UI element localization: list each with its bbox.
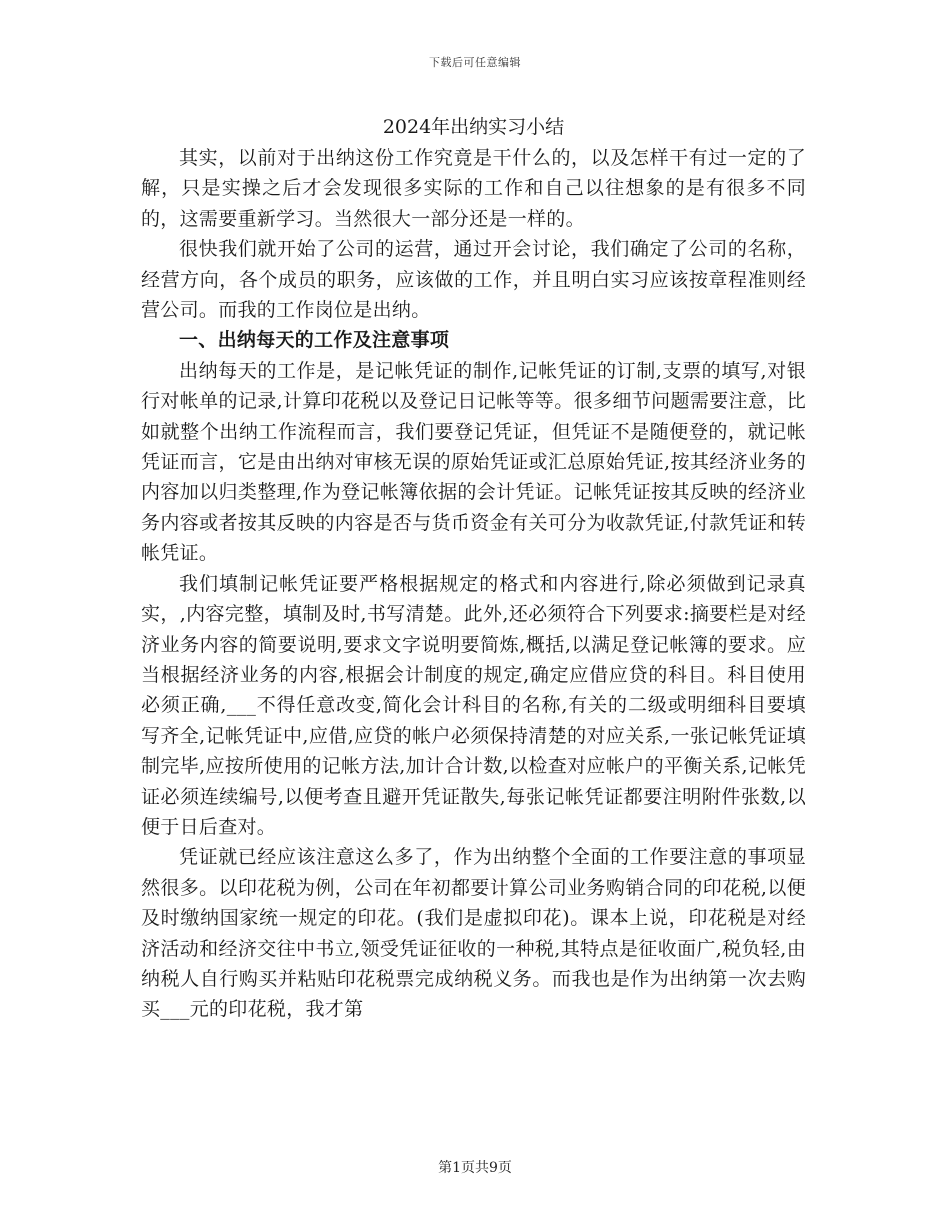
- paragraph-2: 很快我们就开始了公司的运营，通过开会讨论，我们确定了公司的名称，经营方向，各个成员的职务，应该做的工作，并且明白实习应该按章程准则经营公司。而我的工作岗位是出纳。: [141, 238, 806, 322]
- page-indicator: 第1页共9页: [438, 1160, 512, 1176]
- paragraph-3: 出纳每天的工作是，是记帐凭证的制作,记帐凭证的订制,支票的填写,对银行对帐单的记录,计算印花税以及登记日记帐等等。很多细节问题需要注意，比如就整个出纳工作流程而言，我们要登记凭证，但凭证不是随便登的，就记帐凭证而言，它是由出纳对审核无误的原始凭证或汇总原始凭证,按其经济业务的内容加以归类整理,作为登记帐簿依据的会计凭证。记帐凭证按其反映的经济业务内容或者按其反映的内容是否与货币资金有关可分为收款凭证,付款凭证和转帐凭证。: [141, 359, 806, 565]
- header-note: 下载后可任意编辑: [429, 56, 521, 69]
- paragraph-5: 凭证就已经应该注意这么多了，作为出纳整个全面的工作要注意的事项显然很多。以印花税为例，公司在年初都要计算公司业务购销合同的印花税,以便及时缴纳国家统一规定的印花。(我们是虚拟印花)。课本上说，印花税是对经济活动和经济交往中书立,领受凭证征收的一种税,其特点是征收面广,税负轻,由纳税人自行购买并粘贴印花税票完成纳税义务。而我也是作为出纳第一次去购买___元的印花税，我才第: [141, 846, 806, 1021]
- section-heading: 一、出纳每天的工作及注意事项: [179, 329, 450, 352]
- paragraph-1: 其实，以前对于出纳这份工作究竟是干什么的，以及怎样干有过一定的了解，只是实操之后才会发现很多实际的工作和自己以往想象的是有很多不同的，这需要重新学习。当然很大一部分还是一样的。: [141, 147, 806, 230]
- document-body: [141, 112, 806, 1025]
- document-title: 2024年出纳实习小结: [382, 116, 565, 138]
- paragraph-4: 我们填制记帐凭证要严格根据规定的格式和内容进行,除必须做到记录真实，,内容完整，填制及时,书写清楚。此外,还必须符合下列要求:摘要栏是对经济业务内容的简要说明,要求文字说明要简炼,概括,以满足登记帐簿的要求。应当根据经济业务的内容,根据会计制度的规定,确定应借应贷的科目。科目使用必须正确,___不得任意改变,简化会计科目的名称,有关的二级或明细科目要填写齐全,记帐凭证中,应借,应贷的帐户必须保持清楚的对应关系,一张记帐凭证填制完毕,应按所使用的记帐方法,加计合计数,以检查对应帐户的平衡关系,记帐凭证必须连续编号,以便考查且避开凭证散失,每张记帐凭证都要注明附件张数,以便于日后查对。: [141, 572, 806, 838]
